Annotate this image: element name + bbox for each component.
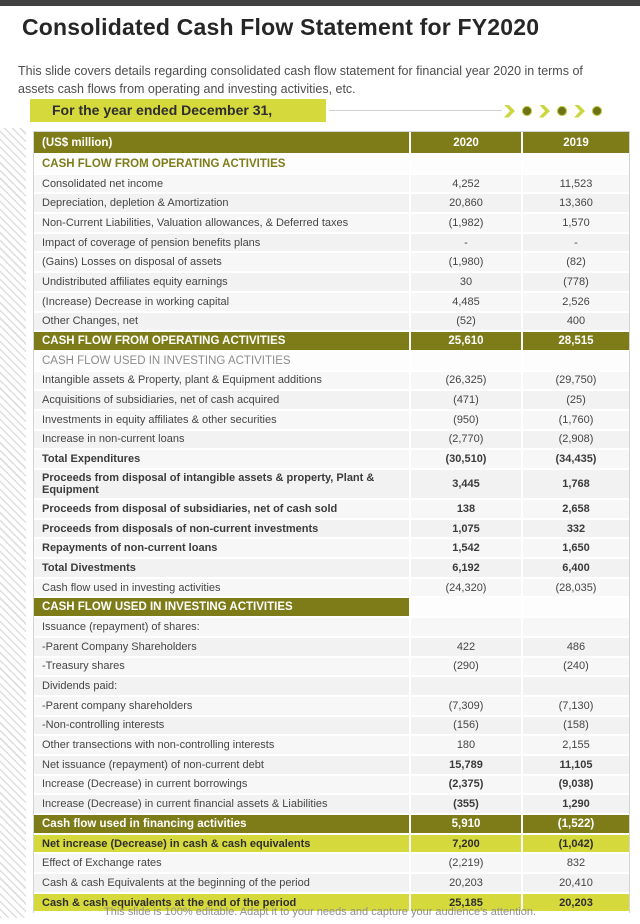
row-label: Intangible assets & Property, plant & Equipment additions (34, 372, 411, 392)
row-label: -Non-controlling interests (34, 717, 411, 737)
table-row (34, 795, 629, 815)
table-row (34, 835, 629, 855)
page-title: Consolidated Cash Flow Statement for FY2020 (22, 14, 540, 40)
value-2019: 1,768 (523, 470, 629, 500)
chevron-right-icon (504, 105, 515, 118)
value-2019: (7,130) (523, 697, 629, 717)
table-row (34, 450, 629, 470)
value-2020: 15,789 (411, 756, 523, 776)
table-header-row (34, 132, 629, 155)
table-row (34, 697, 629, 717)
value-2019: 832 (523, 854, 629, 874)
table-row (34, 815, 629, 835)
table-row (34, 618, 629, 638)
value-2019: 1,290 (523, 795, 629, 815)
row-label: Acquisitions of subsidiaries, net of cash acquired (34, 391, 411, 411)
chevron-right-icon (539, 105, 550, 118)
value-2020: (471) (411, 391, 523, 411)
value-2019: 2,658 (523, 500, 629, 520)
value-2020: 1,542 (411, 539, 523, 559)
value-2019: 1,570 (523, 214, 629, 234)
value-2019: (25) (523, 391, 629, 411)
table-row (34, 293, 629, 313)
value-2019: 332 (523, 520, 629, 540)
top-accent-bar (0, 0, 640, 6)
value-2020: (950) (411, 411, 523, 431)
table-row (34, 470, 629, 500)
table-row (34, 194, 629, 214)
value-2020 (411, 352, 523, 372)
value-2020: (2,770) (411, 431, 523, 451)
column-header-units: (US$ million) (34, 132, 411, 155)
bullet-dot-icon (522, 106, 532, 116)
table-row (34, 411, 629, 431)
value-2020: 30 (411, 273, 523, 293)
table-row (34, 638, 629, 658)
value-2019 (523, 155, 629, 175)
row-label: Impact of coverage of pension benefits plans (34, 234, 411, 254)
value-2020: (355) (411, 795, 523, 815)
value-2019: (1,042) (523, 835, 629, 855)
value-2020: 4,485 (411, 293, 523, 313)
value-2019: 11,105 (523, 756, 629, 776)
decoration-chevron-dots (504, 104, 602, 118)
value-2019 (523, 618, 629, 638)
value-2020: 138 (411, 500, 523, 520)
table-row (34, 520, 629, 540)
row-label: Total Divestments (34, 559, 411, 579)
row-label: Depreciation, depletion & Amortization (34, 194, 411, 214)
row-label: Net increase (Decrease) in cash & cash equivalents (34, 835, 411, 855)
table-row (34, 313, 629, 333)
row-label: Repayments of non-current loans (34, 539, 411, 559)
value-2020: (7,309) (411, 697, 523, 717)
value-2020 (411, 618, 523, 638)
table-row (34, 234, 629, 254)
value-2019: 1,650 (523, 539, 629, 559)
row-label: Increase (Decrease) in current borrowings (34, 776, 411, 796)
value-2020: (156) (411, 717, 523, 737)
value-2020: - (411, 234, 523, 254)
value-2019 (523, 598, 629, 618)
chevron-right-icon (574, 105, 585, 118)
column-header-2019: 2019 (523, 132, 629, 155)
value-2019: (1,522) (523, 815, 629, 835)
value-2020: 5,910 (411, 815, 523, 835)
table-row (34, 500, 629, 520)
table-row (34, 658, 629, 678)
table-row (34, 431, 629, 451)
row-label: Increase (Decrease) in current financial assets & Liabilities (34, 795, 411, 815)
table-row (34, 677, 629, 697)
value-2019: (2,908) (523, 431, 629, 451)
row-label: Issuance (repayment) of shares: (34, 618, 411, 638)
value-2019: - (523, 234, 629, 254)
value-2019: 20,410 (523, 874, 629, 894)
table-row (34, 776, 629, 796)
table-row (34, 598, 629, 618)
cash-flow-table (34, 132, 629, 913)
value-2020: 20,860 (411, 194, 523, 214)
table-row (34, 273, 629, 293)
value-2020: (24,320) (411, 579, 523, 599)
value-2020: 180 (411, 736, 523, 756)
period-banner: For the year ended December 31, (30, 99, 326, 122)
value-2020: 1,075 (411, 520, 523, 540)
value-2020: (52) (411, 313, 523, 333)
row-label: CASH FLOW FROM OPERATING ACTIVITIES (34, 155, 411, 175)
value-2019: 400 (523, 313, 629, 333)
row-label: Net issuance (repayment) of non-current debt (34, 756, 411, 776)
value-2019: (28,035) (523, 579, 629, 599)
value-2019: 11,523 (523, 175, 629, 195)
row-label: Consolidated net income (34, 175, 411, 195)
row-label: -Parent company shareholders (34, 697, 411, 717)
table-row (34, 756, 629, 776)
value-2020: 25,185 (411, 894, 523, 914)
row-label: Non-Current Liabilities, Valuation allowances, & Deferred taxes (34, 214, 411, 234)
value-2019: 13,360 (523, 194, 629, 214)
row-label: Proceeds from disposal of subsidiaries, net of cash sold (34, 500, 411, 520)
value-2020: (2,219) (411, 854, 523, 874)
row-label: CASH FLOW FROM OPERATING ACTIVITIES (34, 332, 411, 352)
column-header-2020: 2020 (411, 132, 523, 155)
table-body (34, 155, 629, 913)
value-2020: (2,375) (411, 776, 523, 796)
table-row (34, 332, 629, 352)
table-row (34, 874, 629, 894)
value-2019: (29,750) (523, 372, 629, 392)
value-2019: (778) (523, 273, 629, 293)
row-label: Investments in equity affiliates & other securities (34, 411, 411, 431)
table-row (34, 539, 629, 559)
value-2019: (1,760) (523, 411, 629, 431)
row-label: Effect of Exchange rates (34, 854, 411, 874)
value-2019: (158) (523, 717, 629, 737)
value-2020: (290) (411, 658, 523, 678)
value-2019: 2,155 (523, 736, 629, 756)
row-label: Cash flow used in investing activities (34, 579, 411, 599)
row-label: -Parent Company Shareholders (34, 638, 411, 658)
value-2020 (411, 155, 523, 175)
value-2019: (34,435) (523, 450, 629, 470)
row-label: Proceeds from disposal of intangible assets & property, Plant & Equipment (34, 470, 411, 500)
decoration-line (329, 110, 502, 111)
value-2019: 20,203 (523, 894, 629, 914)
table-row (34, 559, 629, 579)
value-2020 (411, 677, 523, 697)
row-label: (Increase) Decrease in working capital (34, 293, 411, 313)
table-row (34, 854, 629, 874)
value-2020: (26,325) (411, 372, 523, 392)
value-2020: (1,980) (411, 253, 523, 273)
value-2020: 25,610 (411, 332, 523, 352)
row-label: Cash & cash equivalents at the end of the period (34, 894, 411, 914)
table-row (34, 155, 629, 175)
value-2020: (1,982) (411, 214, 523, 234)
table-row (34, 372, 629, 392)
value-2020: (30,510) (411, 450, 523, 470)
bullet-dot-icon (592, 106, 602, 116)
row-label: Undistributed affiliates equity earnings (34, 273, 411, 293)
table-row (34, 717, 629, 737)
table-row (34, 579, 629, 599)
value-2019 (523, 677, 629, 697)
bullet-dot-icon (557, 106, 567, 116)
table-row (34, 175, 629, 195)
row-label: Cash flow used in financing activities (34, 815, 411, 835)
row-label: CASH FLOW USED IN INVESTING ACTIVITIES (34, 598, 411, 618)
row-label: Increase in non-current loans (34, 431, 411, 451)
row-label: Other Changes, net (34, 313, 411, 333)
value-2020: 6,192 (411, 559, 523, 579)
value-2020: 422 (411, 638, 523, 658)
row-label: -Treasury shares (34, 658, 411, 678)
row-label: Dividends paid: (34, 677, 411, 697)
row-label: (Gains) Losses on disposal of assets (34, 253, 411, 273)
value-2020: 7,200 (411, 835, 523, 855)
cash-flow-table-container (33, 131, 630, 913)
value-2020: 4,252 (411, 175, 523, 195)
value-2020: 3,445 (411, 470, 523, 500)
table-row (34, 736, 629, 756)
row-label: CASH FLOW USED IN INVESTING ACTIVITIES (34, 352, 411, 372)
value-2019: 28,515 (523, 332, 629, 352)
table-row (34, 391, 629, 411)
row-label: Other transections with non-controlling interests (34, 736, 411, 756)
left-hatch-decoration (0, 128, 26, 918)
value-2019: (240) (523, 658, 629, 678)
value-2020 (411, 598, 523, 618)
row-label: Total Expenditures (34, 450, 411, 470)
page-subtitle: This slide covers details regarding consolidated cash flow statement for financial year 2020 in terms of assets cash flows from operating and investing activities, etc. (18, 64, 583, 97)
row-label: Proceeds from disposals of non-current investments (34, 520, 411, 540)
value-2020: 20,203 (411, 874, 523, 894)
value-2019: (9,038) (523, 776, 629, 796)
value-2019 (523, 352, 629, 372)
value-2019: 2,526 (523, 293, 629, 313)
value-2019: 486 (523, 638, 629, 658)
value-2019: 6,400 (523, 559, 629, 579)
table-row (34, 214, 629, 234)
footer-note: This slide is 100% editable. Adapt it to your needs and capture your audience's attention. (104, 906, 536, 918)
value-2019: (82) (523, 253, 629, 273)
table-row (34, 352, 629, 372)
table-row (34, 253, 629, 273)
row-label: Cash & cash Equivalents at the beginning of the period (34, 874, 411, 894)
